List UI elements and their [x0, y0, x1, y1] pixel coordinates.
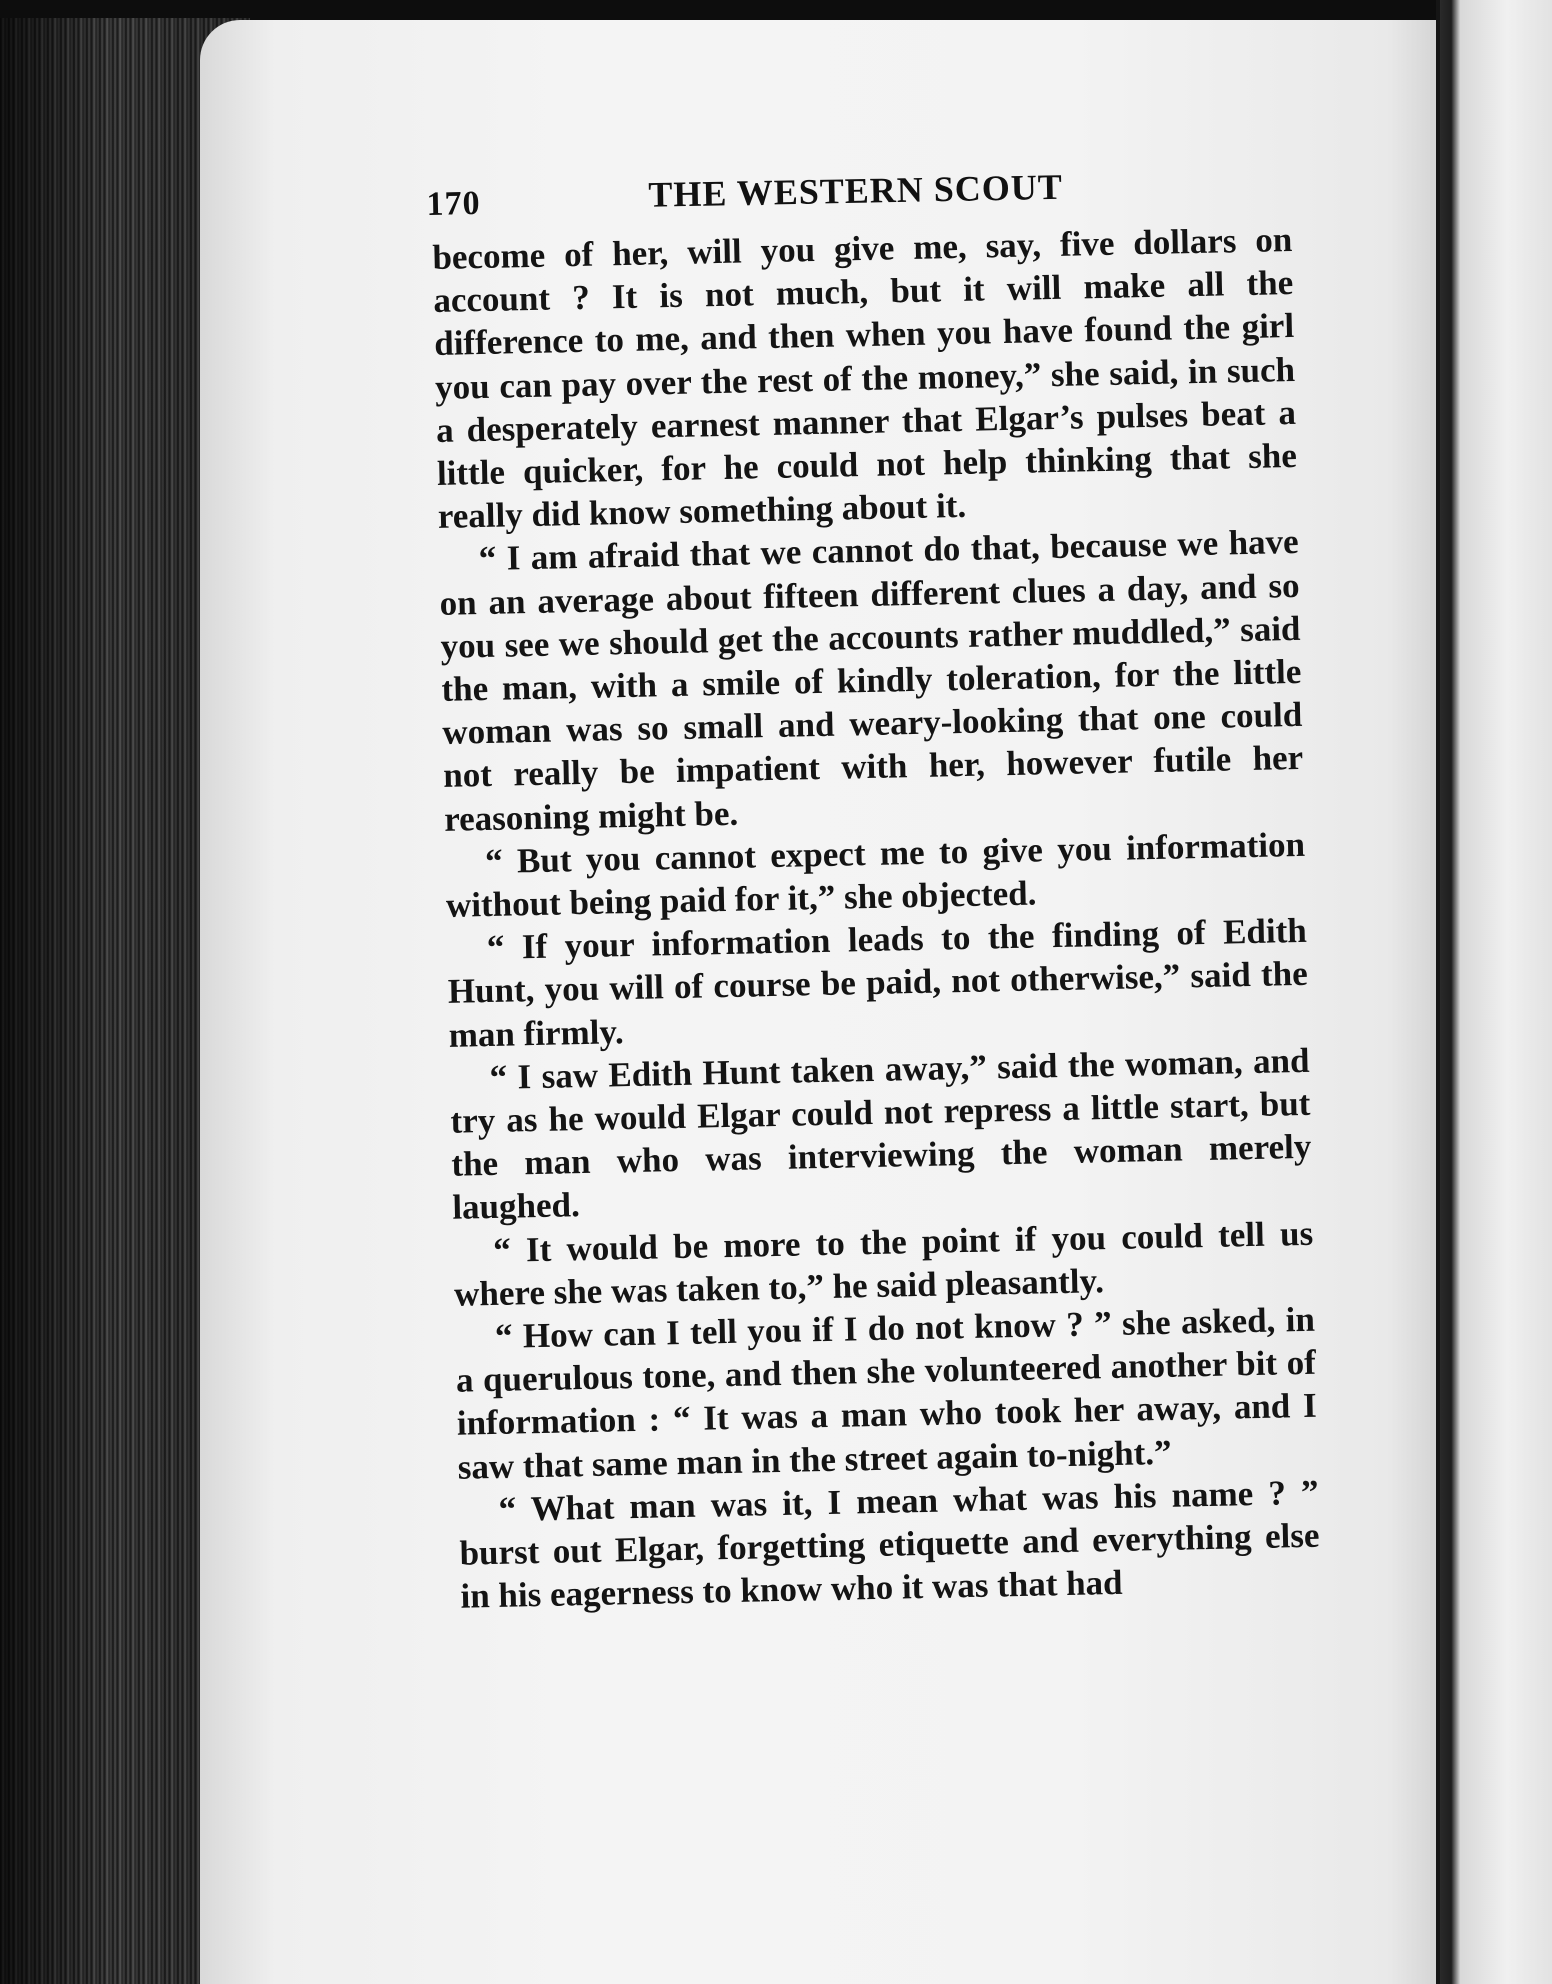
running-head: THE WESTERN SCOUT [647, 166, 1064, 215]
paragraph: “ But you cannot expect me to give you information without being paid for it,” she objected. [445, 824, 1306, 925]
paragraph: “ How can I tell you if I do not know ? ” she asked, in a querulous tone, and then she volunteered another bit of information : “ It was a man who took her away, and I saw that same man in the street again to-night.” [455, 1299, 1318, 1487]
page-number: 170 [426, 184, 481, 223]
paragraph: “ I saw Edith Hunt taken away,” said the woman, and try as he would Elgar could not repress a little start, but the man who was interviewing the woman merely laughed. [450, 1040, 1312, 1228]
paragraph: “ It would be more to the point if you could tell us where she was taken to,” he said pleasantly. [453, 1213, 1314, 1314]
facing-page-edge [1440, 0, 1552, 1984]
body-text [432, 218, 1321, 1618]
paragraph: become of her, will you give me, say, five dollars on account ? It is not much, but it will make all the difference to me, and then when you have found the girl you can pay over the rest of the money,” she said, in such a desperately earnest manner that Elgar’s pulses beat a little quicker, for he could not help thinking that she really did know something about it. [432, 219, 1298, 537]
paragraph: “ If your information leads to the finding of Edith Hunt, you will of course be paid, not otherwise,” said the man firmly. [447, 911, 1309, 1055]
paragraph: “ What man was it, I mean what was his name ? ” burst out Elgar, forgetting etiquette and everything else in his eagerness to know who it was that had [459, 1472, 1320, 1616]
paragraph: “ I am afraid that we cannot do that, because we have on an average about fifteen different clues a day, and so you see we should get the accounts rather muddled,” said the man, with a smile of kindly toleration, for the little woman was so small and weary-looking that one could not really be impatient with her, however futile her reasoning might be. [439, 522, 1304, 839]
